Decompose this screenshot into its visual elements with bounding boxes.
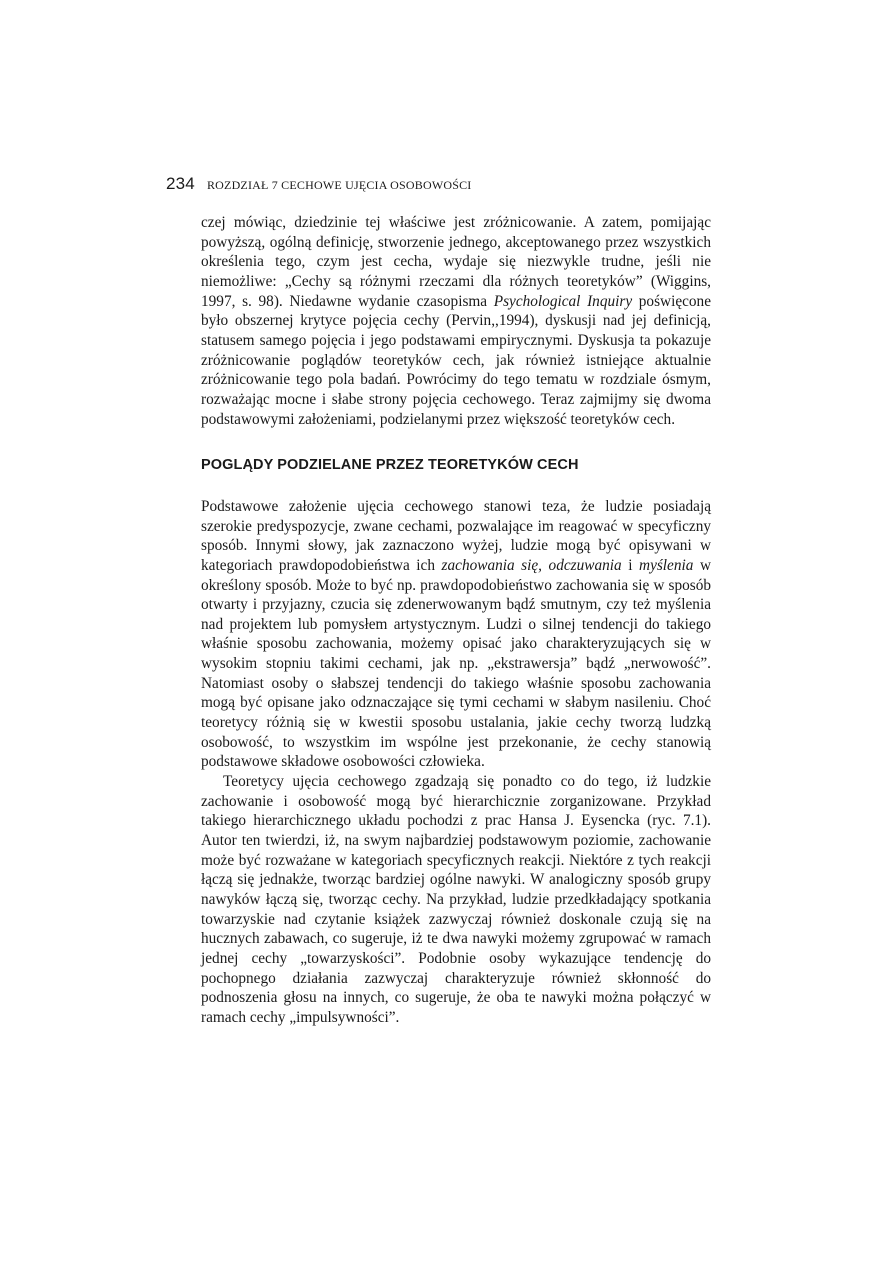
page-number: 234 (166, 174, 195, 193)
section-heading: POGLĄDY PODZIELANE PRZEZ TEORETYKÓW CECH (201, 457, 579, 474)
running-title: ROZDZIAŁ 7 CECHOWE UJĘCIA OSOBOWOŚCI (206, 178, 472, 192)
paragraph-2-emphasis-b: myślenia (639, 556, 694, 574)
paragraph-1 (201, 213, 711, 429)
paragraph-2-text-b: i (621, 556, 640, 574)
paragraph-1-text-b: poświęcone było obszernej krytyce pojęcia cechy (Pervin,,1994), dyskusji nad jej definicją, statusem samego pojęcia i jego podstawami empirycznymi. Dyskusja ta pokazuje zróżnicowanie poglądów teoretyków cech, jak również istniejące aktualnie zróżnicowanie tego pola badań. Powrócimy do tego tematu w rozdziale ósmym, rozważając mocne i słabe strony pojęcia cechowego. Teraz zajmijmy się dwoma podstawowymi założeniami, podzielanymi przez większość teoretyków cech. (201, 292, 711, 428)
paragraph-2-text-a: Podstawowe założenie ujęcia cechowego stanowi teza, że ludzie posiadają szerokie predyspozycje, zwane cechami, pozwalające im reagować w specyficzny sposób. Innymi słowy, jak zaznaczono wyżej, ludzie mogą być opisywani w kategoriach prawdopodobieństwa ich (201, 497, 711, 574)
running-head (166, 174, 472, 194)
journal-title: Psychological Inquiry (493, 292, 633, 310)
paragraph-2 (201, 497, 711, 772)
paragraph-2-emphasis-a: zachowania się, odczuwania (441, 556, 622, 574)
body-text (201, 213, 711, 1028)
paragraph-3: Teoretycy ujęcia cechowego zgadzają się ponadto co do tego, iż ludzkie zachowanie i osobowość mogą być hierarchicznie zorganizowane. Przykład takiego hierarchicznego układu pochodzi z prac Hansa J. Eysencka (ryc. 7.1). Autor ten twierdzi, iż, na swym najbardziej podstawowym poziomie, zachowanie może być rozważane w kategoriach specyficznych reakcji. Niektóre z tych reakcji łączą się jednakże, tworząc bardziej ogólne nawyki. W analogiczny sposób grupy nawyków łączą się, tworząc cechy. Na przykład, ludzie przedkładający spotkania towarzyskie nad czytanie książek zazwyczaj również doskonale czują się na hucznych zabawach, co sugeruje, iż te dwa nawyki możemy zgrupować w ramach jednej cechy „towarzyskości”. Podobnie osoby wykazujące tendencję do pochopnego działania zazwyczaj charakteryzuje również skłonność do podnoszenia głosu na innych, co sugeruje, że oba te nawyki można połączyć w ramach cechy „impulsywności”. (201, 773, 711, 1026)
paragraph-1-text-a: czej mówiąc, dziedzinie tej właściwe jest zróżnicowanie. A zatem, pomijając powyższą, ogólną definicję, stworzenie jednego, akceptowanego przez wszystkich określenia tego, czym jest cecha, wydaje się niezwykle trudne, jeśli nie niemożliwe: „Cechy są różnymi rzeczami dla różnych teoretyków” (Wiggins, 1997, s. 98). Niedawne wydanie czasopisma (201, 214, 711, 310)
paragraph-2-text-c: w określony sposób. Może to być np. prawdopodobieństwo zachowania się w sposób otwarty i przyjazny, czucia się zdenerwowanym bądź smutnym, czy też myślenia nad projektem lub pomysłem artystycznym. Ludzi o silnej tendencji do takiego właśnie sposobu zachowania, możemy opisać jako charakteryzujących się w wysokim stopniu takimi cechami, jak np. „ekstrawersja” bądź „nerwowość”. Natomiast osoby o słabszej tendencji do takiego właśnie sposobu zachowania mogą być opisane jako odznaczające się tymi cechami w słabym nasileniu. Choć teoretycy różnią się w kwestii sposobu ustalania, jakie cechy tworzą ludzką osobowość, to wszystkim im wspólne jest przekonanie, że cechy stanowią podstawowe składowe osobowości człowieka. (201, 556, 712, 771)
